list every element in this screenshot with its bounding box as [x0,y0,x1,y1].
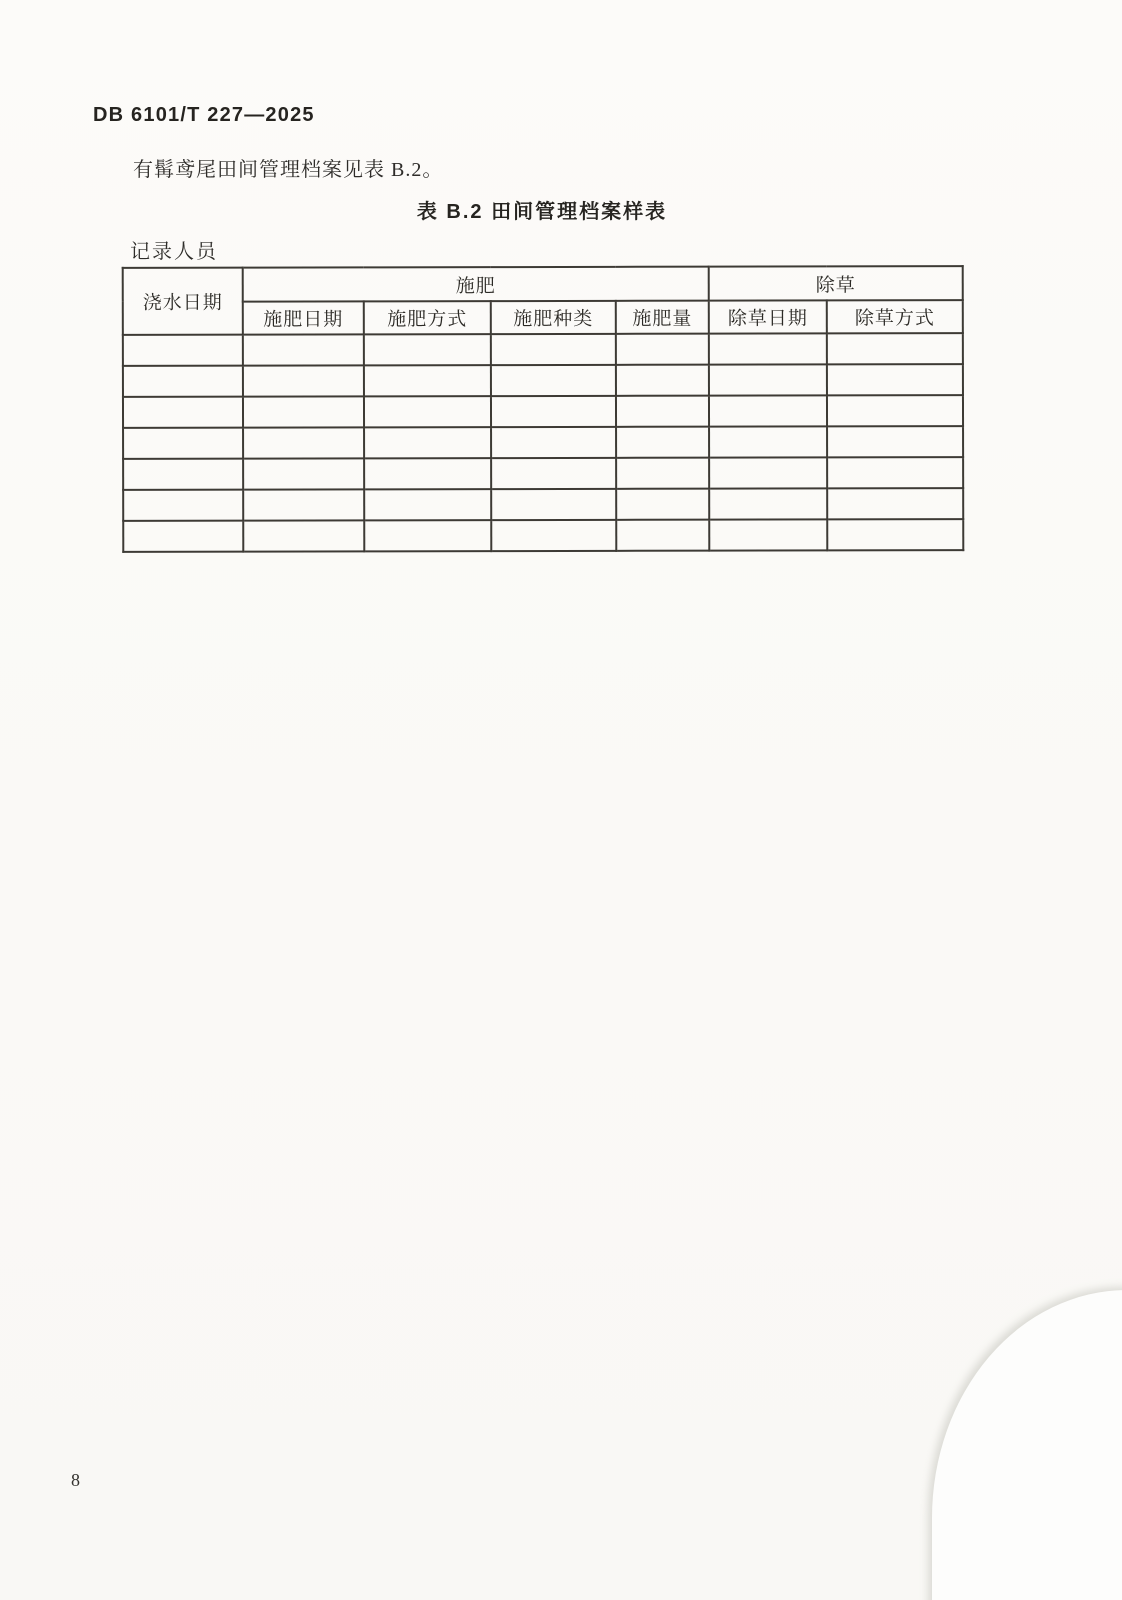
table-cell [491,396,616,427]
table-cell [709,426,827,457]
table-cell [827,333,963,364]
table-cell [709,457,827,488]
table-cell [616,334,709,365]
table-cell [709,364,827,395]
table-cell [827,364,963,395]
table-cell [616,427,709,458]
table-cell [709,333,827,364]
table-cell [491,520,616,551]
column-header-weeding-method: 除草方式 [827,300,963,333]
page-number: 8 [71,1470,80,1490]
table-cell [616,489,709,520]
table-cell [364,365,491,396]
table-cell [123,459,243,490]
record-form-table [122,265,963,553]
table-cell [243,427,364,458]
table-row [123,519,963,552]
column-group-fertilization: 施肥 [243,267,709,302]
table-cell [491,489,616,520]
column-header-fertilizer-amount: 施肥量 [616,301,709,334]
table-cell [123,490,243,521]
table-cell [709,519,827,550]
table-row [123,426,963,459]
table-cell [123,521,243,552]
table-cell [364,427,491,458]
table-cell [243,458,364,489]
page-curl-shadow [932,1290,1122,1600]
table-cell [491,334,616,365]
table-cell [364,334,491,365]
table-cell [364,396,491,427]
table-cell [827,395,963,426]
table-cell [364,458,491,489]
intro-text: 有髯鸢尾田间管理档案见表 B.2。 [133,159,444,181]
table-row [123,457,963,490]
table-cell [709,395,827,426]
column-header-weeding-date: 除草日期 [709,300,827,333]
table-cell [243,396,364,427]
table-cell [243,520,364,551]
table-row [123,364,963,397]
standard-code: DB 6101/T 227—2025 [93,104,315,126]
table-cell [123,366,243,397]
table-cell [123,397,243,428]
header-sub-row [123,300,963,335]
table-cell [827,519,963,550]
table-cell [709,488,827,519]
table-cell [616,365,709,396]
table-row [123,488,963,521]
recorder-label: 记录人员 [130,241,218,263]
table-cell [827,457,963,488]
table-cell [364,520,491,551]
table-body [123,333,963,552]
table-title: 表 B.2 田间管理档案样表 [416,201,668,223]
column-header-fertilization-date: 施肥日期 [243,301,364,334]
table-cell [491,458,616,489]
table-cell [123,428,243,459]
table-cell [616,458,709,489]
table-cell [827,488,963,519]
column-group-weeding: 除草 [709,266,963,301]
table-cell [491,427,616,458]
table-cell [616,520,709,551]
table-cell [616,396,709,427]
table-cell [243,489,364,520]
column-header-fertilizer-type: 施肥种类 [491,301,616,334]
column-header-watering-date: 浇水日期 [123,268,243,335]
table-row [123,333,963,366]
table-cell [243,365,364,396]
header-group-row [123,266,963,302]
table-cell [827,426,963,457]
table-cell [123,335,243,366]
table-cell [364,489,491,520]
table-row [123,395,963,428]
table-cell [491,365,616,396]
column-header-fertilization-method: 施肥方式 [364,301,491,334]
table-cell [243,334,364,365]
